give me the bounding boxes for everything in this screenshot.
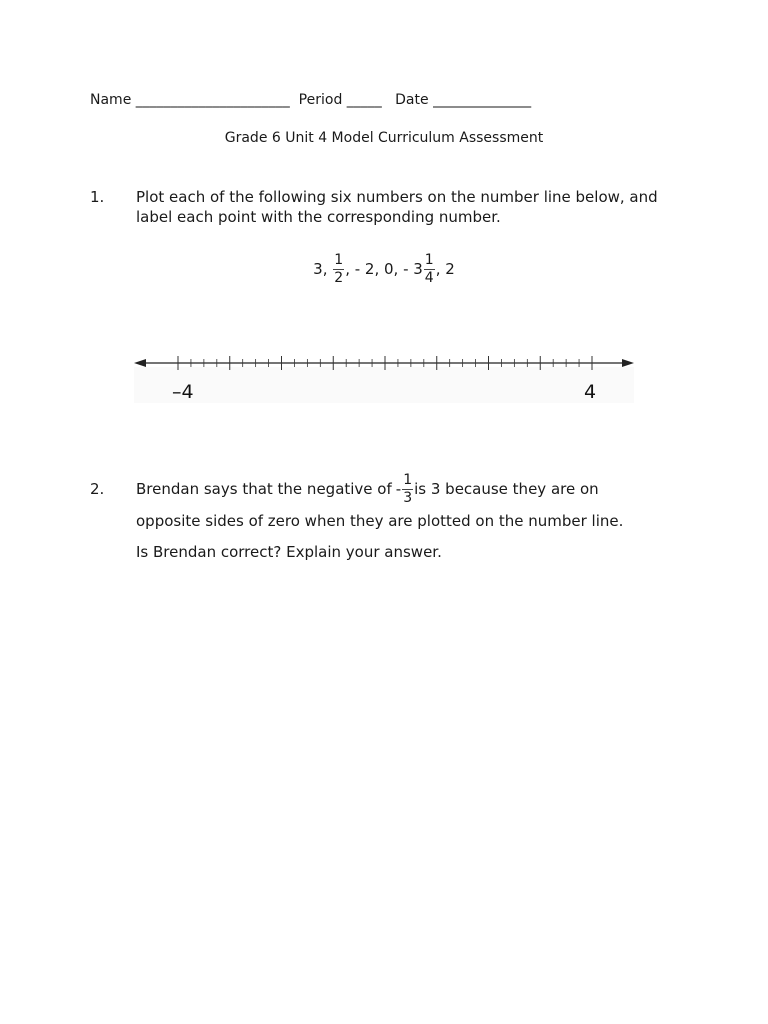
left-arrow-icon [134, 359, 146, 367]
right-arrow-icon [622, 359, 634, 367]
fraction-denominator: 2 [334, 270, 344, 286]
date-blank: ______________ [433, 92, 532, 108]
number-line-label-band [134, 367, 634, 403]
number-line [134, 345, 634, 405]
question-1-text [136, 187, 658, 227]
numbers-to-plot [0, 252, 768, 287]
number-item: , 2 [435, 260, 455, 278]
period-label: Period [298, 92, 343, 108]
fraction-numerator: 1 [403, 471, 413, 488]
question-2-line-1b: is 3 because they are on [414, 480, 599, 498]
number-item: , - 2, 0, - 3 [345, 260, 423, 278]
student-info-header [90, 92, 531, 108]
question-1-line-2: label each point with the corresponding number. [136, 208, 501, 226]
page-title: Grade 6 Unit 4 Model Curriculum Assessment [224, 130, 544, 146]
fraction-one-quarter [424, 252, 435, 287]
period-blank: _____ [346, 92, 382, 108]
number-item: 3, [313, 260, 328, 278]
date-label: Date [395, 92, 429, 108]
left-endpoint-label: –4 [172, 381, 194, 403]
fraction-numerator: 1 [424, 252, 434, 268]
question-2-line-1a: Brendan says that the negative of [136, 480, 392, 498]
question-2-number: 2. [90, 480, 105, 498]
right-endpoint-label: 4 [584, 381, 597, 403]
number-line-figure [134, 345, 634, 409]
fraction-one-third [402, 472, 413, 507]
fraction-numerator: 1 [334, 252, 344, 268]
fraction-denominator: 4 [424, 270, 434, 286]
fraction-denominator: 3 [403, 489, 413, 506]
question-2-line-3: Is Brendan correct? Explain your answer. [136, 543, 442, 561]
fraction-sign: - [395, 480, 402, 498]
question-1-line-1: Plot each of the following six numbers on the number line below, and [136, 188, 658, 206]
question-2-text [136, 470, 623, 562]
question-2-line-1 [136, 470, 623, 508]
question-2-line-2: opposite sides of zero when they are plotted on the number line. [136, 512, 624, 530]
fraction-one-half [333, 252, 344, 287]
name-blank: ______________________ [135, 92, 290, 108]
question-1-number: 1. [90, 188, 105, 206]
name-label: Name [90, 92, 132, 108]
